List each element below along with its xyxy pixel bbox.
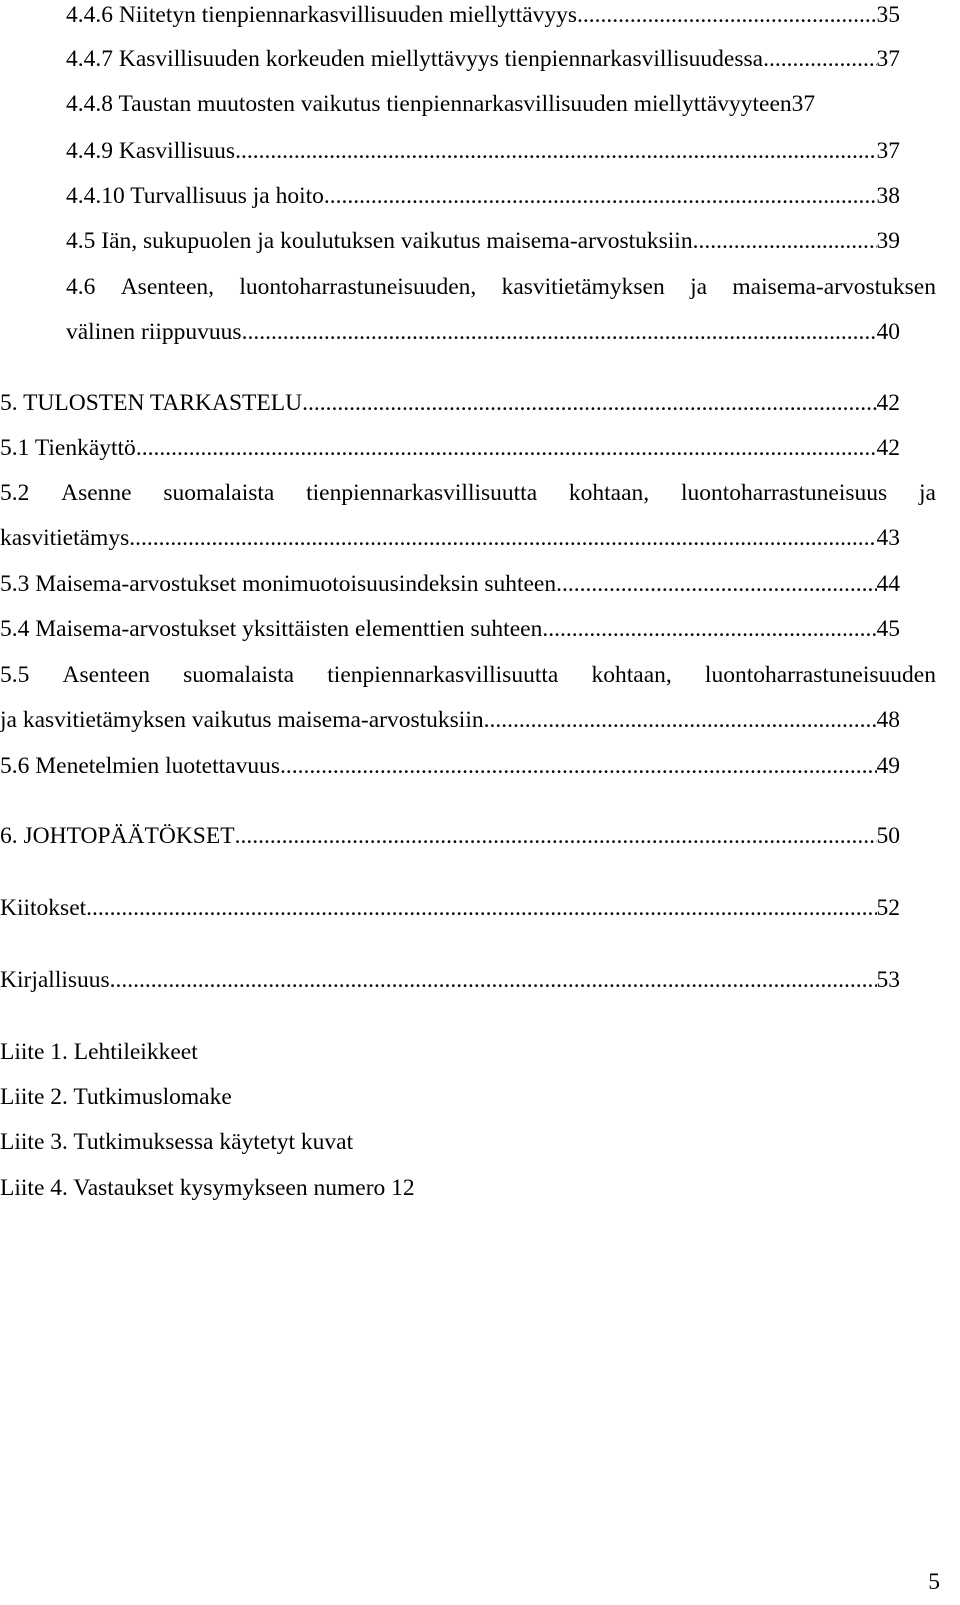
leader-dots [242, 317, 877, 347]
appendix-item: Liite 2. Tutkimuslomake [0, 1084, 232, 1110]
toc-entry-title: ja kasvitietämyksen vaikutus maisema-arvostuksiin [0, 707, 484, 733]
word: luontoharrastuneisuus [680, 480, 888, 506]
leader-dots [235, 136, 876, 166]
leader-dots [556, 569, 876, 599]
toc-entry-title: 4.5 Iän, sukupuolen ja koulutuksen vaikutus maisema-arvostuksiin [66, 228, 693, 254]
leader-dots [324, 181, 877, 211]
toc-entry [66, 181, 900, 211]
leader-dots [693, 226, 877, 256]
toc-entry-page: 35 [876, 2, 900, 28]
leader-dots [577, 0, 876, 30]
toc-entry-page: 37 [876, 138, 900, 164]
appendix-item: Liite 4. Vastaukset kysymykseen numero 12 [0, 1175, 415, 1201]
toc-entry-line1 [66, 272, 936, 302]
toc-entry-page: 49 [876, 753, 900, 779]
leader-dots [235, 821, 877, 851]
toc-entry-page: 53 [876, 967, 900, 993]
toc-entry [0, 388, 900, 418]
toc-entry-line1 [0, 478, 936, 508]
word: 4.6 [66, 274, 96, 300]
leader-dots [129, 523, 876, 553]
toc-entry [0, 965, 900, 995]
appendix-item: Liite 3. Tutkimuksessa käytetyt kuvat [0, 1129, 354, 1155]
leader-dots [542, 614, 876, 644]
toc-entry [66, 226, 900, 256]
toc-entry-title: 6. JOHTOPÄÄTÖKSET [0, 823, 235, 849]
word: maisema-arvostuksen [732, 274, 936, 300]
toc-entry-page: 42 [876, 390, 900, 416]
word: kohtaan, [591, 662, 672, 688]
word: ja [918, 480, 936, 506]
toc-entry [66, 89, 900, 119]
toc-entry-page: 40 [876, 319, 900, 345]
toc-entry-page: 44 [876, 571, 900, 597]
toc-entry [66, 136, 900, 166]
word: suomalaista [183, 662, 295, 688]
toc-entry-title: 4.4.6 Niitetyn tienpiennarkasvillisuuden miellyttävyys [66, 2, 578, 28]
word: 5.2 [0, 480, 30, 506]
toc-entry-page: 43 [876, 525, 900, 551]
word: ja [690, 274, 708, 300]
toc-entry-line2 [0, 705, 900, 735]
toc-entry [66, 0, 900, 30]
toc-entry-title: 4.4.8 Taustan muutosten vaikutus tienpiennarkasvillisuuden miellyttävyyteen37 [66, 91, 816, 117]
toc-entry [0, 569, 900, 599]
toc-entry-title: 5.4 Maisema-arvostukset yksittäisten elementtien suhteen [0, 616, 543, 642]
word: tienpiennarkasvillisuutta [306, 480, 538, 506]
toc-entry-line2 [0, 523, 900, 553]
toc-entry [0, 433, 900, 463]
toc-entry-page: 50 [876, 823, 900, 849]
page-number: 5 [928, 1569, 940, 1595]
word: luontoharrastuneisuuden, [239, 274, 477, 300]
leader-dots [86, 893, 876, 923]
toc-entry-page: 48 [876, 707, 900, 733]
toc-entry-title: 4.4.7 Kasvillisuuden korkeuden miellyttävyys tienpiennarkasvillisuudessa [66, 46, 764, 72]
toc-entry-title: 5.6 Menetelmien luotettavuus [0, 753, 280, 779]
word: Asenteen, [120, 274, 215, 300]
toc-entry-page: 38 [876, 183, 900, 209]
leader-dots [484, 705, 877, 735]
word: 5.5 [0, 662, 30, 688]
toc-entry-title: 4.4.9 Kasvillisuus [66, 138, 236, 164]
word: Asenteen [62, 662, 150, 688]
toc-entry-page: 42 [876, 435, 900, 461]
toc-entry [0, 614, 900, 644]
leader-dots [110, 965, 877, 995]
word: suomalaista [163, 480, 275, 506]
leader-dots [302, 388, 876, 418]
toc-entry-line1 [0, 660, 936, 690]
toc-entry-title: Kirjallisuus [0, 967, 110, 993]
toc-entry-title: välinen riippuvuus [66, 319, 242, 345]
appendix-item: Liite 1. Lehtileikkeet [0, 1039, 198, 1065]
toc-entry-title: 5. TULOSTEN TARKASTELU [0, 390, 303, 416]
toc-entry-page: 39 [876, 228, 900, 254]
toc-entry [66, 44, 900, 74]
toc-entry-page: 37 [876, 46, 900, 72]
leader-dots [136, 433, 877, 463]
toc-entry-line2 [66, 317, 900, 347]
toc-entry [0, 893, 900, 923]
toc-entry-title: 4.4.10 Turvallisuus ja hoito [66, 183, 324, 209]
word: kasvitietämyksen [501, 274, 665, 300]
toc-entry-page: 52 [876, 895, 900, 921]
toc-entry-title: 5.1 Tienkäyttö [0, 435, 136, 461]
toc-entry [0, 821, 900, 851]
word: kohtaan, [568, 480, 650, 506]
word: Asenne [61, 480, 132, 506]
toc-entry [0, 751, 900, 781]
word: luontoharrastuneisuuden [704, 662, 936, 688]
leader-dots [763, 44, 876, 74]
toc-entry-title: Kiitokset [0, 895, 87, 921]
leader-dots [280, 751, 877, 781]
toc-entry-title: 5.3 Maisema-arvostukset monimuotoisuusindeksin suhteen [0, 571, 557, 597]
toc-entry-title: kasvitietämys [0, 525, 130, 551]
toc-entry-page: 45 [876, 616, 900, 642]
word: tienpiennarkasvillisuutta [327, 662, 559, 688]
